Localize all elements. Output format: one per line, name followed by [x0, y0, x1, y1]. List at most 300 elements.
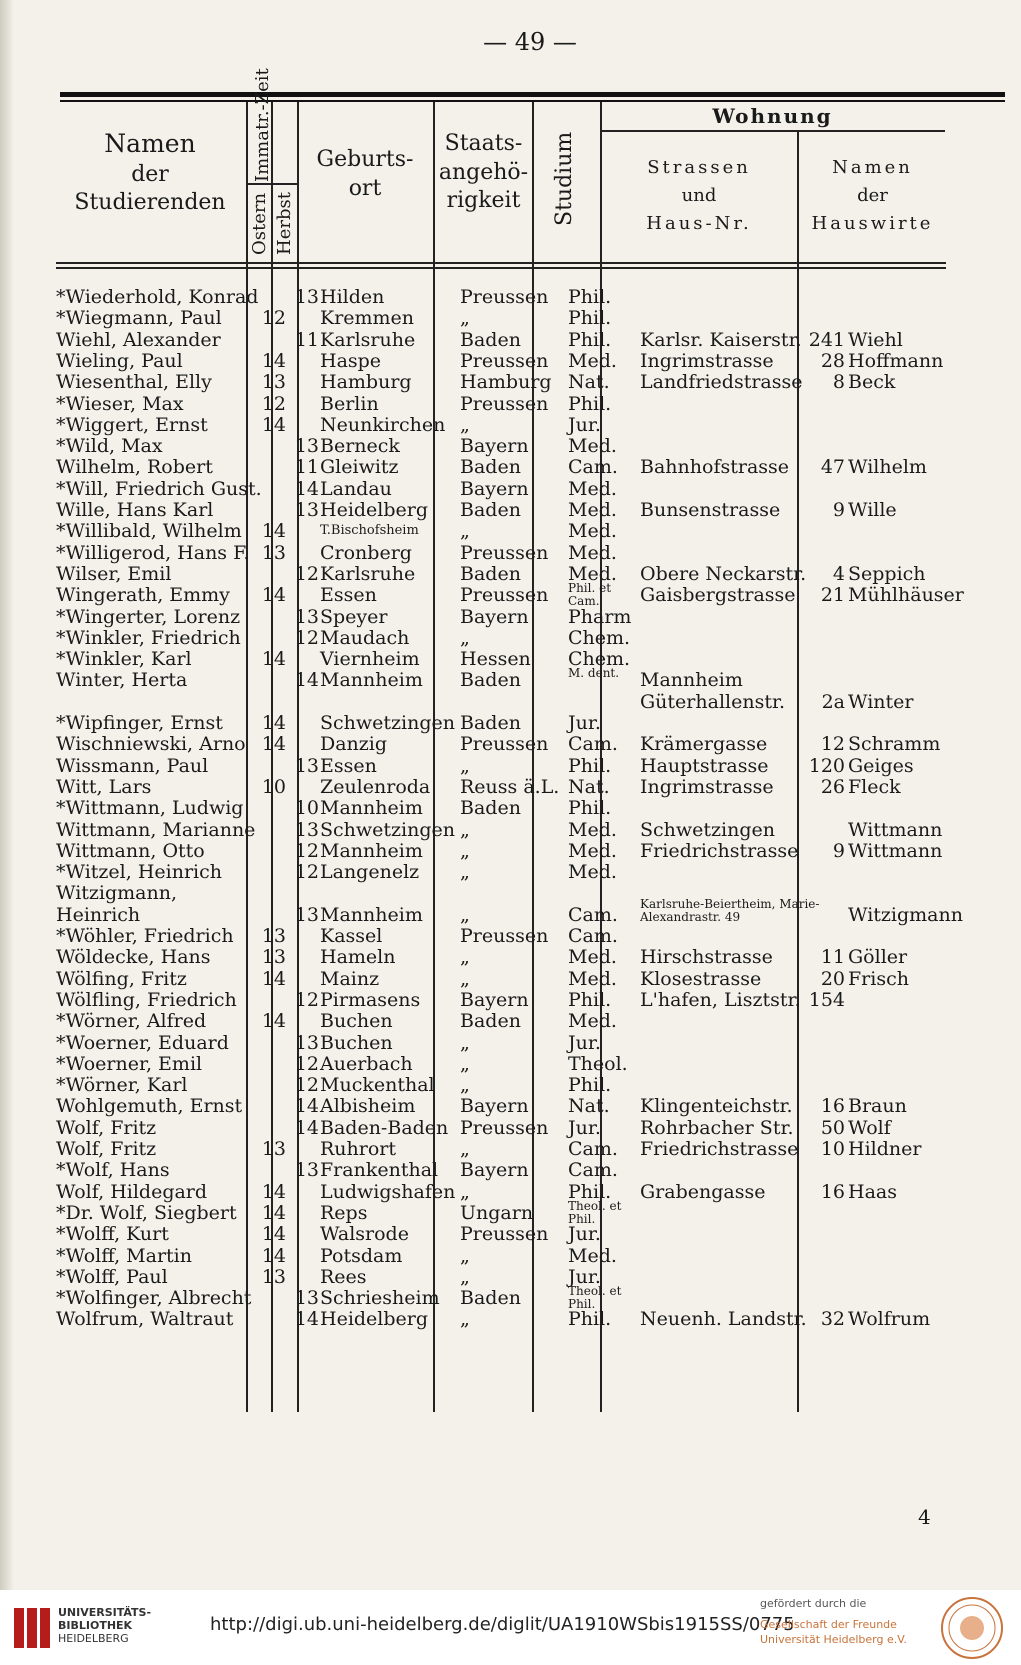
staat-cell: „	[460, 1052, 470, 1075]
library-logo-icon	[12, 1604, 52, 1652]
geburtsort-cell: Muckenthal	[320, 1074, 435, 1097]
ostern-cell: 13	[261, 541, 286, 564]
geburtsort-cell: Mannheim	[320, 669, 423, 692]
herbst-cell: 12	[294, 988, 319, 1011]
page-number: — 49 —	[483, 28, 577, 56]
staat-cell: Baden	[460, 456, 521, 479]
geburtsort-cell: Landau	[320, 477, 392, 500]
col-line-wirt	[797, 130, 799, 1412]
studium-cell: Cam.	[568, 925, 618, 947]
sponsor-line: gefördert durch die	[760, 1597, 867, 1610]
scan-edge	[0, 0, 14, 1665]
ostern-cell: 13	[261, 1265, 286, 1288]
geburtsort-cell: Karlsruhe	[320, 562, 416, 585]
staat-cell: Baden	[460, 797, 521, 820]
herbst-cell: 12	[294, 1052, 319, 1075]
header-staat	[436, 130, 531, 216]
name-cell: Wischniewski, Arno	[56, 733, 246, 756]
strasse-cell: Krämergasse	[640, 733, 768, 756]
herbst-cell: 12	[294, 562, 319, 585]
geburtsort-cell: Heidelberg	[320, 1308, 429, 1331]
staat-cell: Preussen	[460, 925, 549, 947]
header-strassen-2: und	[681, 184, 717, 206]
geburtsort-cell: Cronberg	[320, 541, 412, 564]
geburtsort-cell: Kassel	[320, 925, 383, 947]
name-cell: Wittmann, Otto	[56, 839, 205, 862]
header-herbst: Herbst	[274, 192, 295, 255]
library-name-2: BIBLIOTHEK	[58, 1619, 133, 1632]
hauswirt-cell: Wittmann	[848, 839, 943, 862]
studium-cell: Nat.	[568, 371, 610, 394]
header-wohnung: Wohnung	[712, 104, 833, 128]
hauswirt-cell: Haas	[848, 1180, 897, 1203]
studium-cell: Cam.	[568, 1159, 618, 1182]
studium-cell: Phil.	[568, 797, 612, 820]
hausnr-cell: 28	[820, 349, 845, 372]
ostern-cell: 12	[261, 307, 286, 330]
studium-cell: Med.	[568, 1244, 617, 1267]
herbst-cell: 13	[294, 818, 319, 841]
geburtsort-cell: Danzig	[320, 733, 388, 756]
geburtsort-cell: Baden-Baden	[320, 1116, 449, 1139]
hauswirt-cell: Winter	[848, 690, 914, 713]
hausnr-cell: 9	[832, 839, 845, 862]
herbst-cell: 13	[294, 754, 319, 777]
hausnr-cell: 11	[820, 946, 845, 969]
geburtsort-cell: Schriesheim	[320, 1287, 440, 1310]
geburtsort-cell: Frankenthal	[320, 1159, 439, 1182]
header-names	[60, 128, 240, 218]
hausnr-cell: 120	[808, 754, 845, 777]
geburtsort-cell: Speyer	[320, 605, 388, 628]
hauswirt-cell: Hoffmann	[848, 349, 944, 372]
studium-cell: Med.	[568, 541, 617, 564]
studium-cell: M. dent.	[568, 666, 620, 681]
name-cell: Wilhelm, Robert	[56, 456, 213, 479]
name-cell: *Wöhler, Friedrich	[56, 925, 234, 947]
hausnr-cell: 2a	[821, 690, 845, 713]
header-strassen	[603, 154, 795, 238]
strasse-cell: Ingrimstrasse	[640, 349, 774, 372]
name-cell: Wolf, Hildegard	[56, 1180, 208, 1203]
ostern-cell: 14	[261, 967, 286, 990]
name-cell: Wissmann, Paul	[56, 754, 209, 777]
studium-cell: Med.	[568, 967, 617, 990]
studium-cell: Theol. et Phil.	[568, 1198, 622, 1226]
herbst-cell: 13	[294, 286, 319, 308]
staat-cell: Preussen	[460, 286, 549, 308]
strasse-cell: Rohrbacher Str.	[640, 1116, 794, 1139]
staat-cell: Bayern	[460, 1095, 529, 1118]
sheet-number: 4	[918, 1505, 931, 1529]
header-hauswirte-1: Namen	[832, 157, 913, 178]
name-cell: Wiehl, Alexander	[56, 328, 221, 351]
name-cell: *Willigerod, Hans F.	[56, 541, 250, 564]
ostern-cell: 13	[261, 371, 286, 394]
geburtsort-cell: Mainz	[320, 967, 380, 990]
name-cell: Wöldecke, Hans	[56, 946, 211, 969]
studium-cell: Jur.	[568, 1265, 601, 1288]
hausnr-cell: 12	[820, 733, 845, 756]
studium-cell: Jur.	[568, 1116, 601, 1139]
geburtsort-cell: Ludwigshafen	[320, 1180, 456, 1203]
staat-cell: Bayern	[460, 477, 529, 500]
studium-cell: Jur.	[568, 712, 601, 734]
source-url[interactable]: http://digi.ub.uni-heidelberg.de/diglit/UA1910WSbis1915SS/0775	[210, 1614, 795, 1635]
staat-cell: „	[460, 1074, 470, 1097]
ostern-cell: 14	[261, 413, 286, 436]
name-cell: *Wolff, Martin	[56, 1244, 192, 1267]
name-cell: *Wipfinger, Ernst	[56, 712, 223, 734]
geburtsort-cell: Schwetzingen	[320, 818, 456, 841]
staat-cell: Preussen	[460, 1116, 549, 1139]
name-cell: Wolf, Fritz	[56, 1138, 157, 1160]
staat-cell: „	[460, 903, 470, 926]
sponsor-org-2: Universität Heidelberg e.V.	[760, 1633, 907, 1646]
name-cell: *Wörner, Karl	[56, 1074, 188, 1097]
staat-cell: „	[460, 818, 470, 841]
herbst-cell: 11	[294, 456, 319, 479]
staat-cell: „	[460, 1308, 470, 1331]
hauswirt-cell: Wille	[848, 499, 897, 521]
name-cell: *Woerner, Emil	[56, 1052, 203, 1075]
name-cell: Wolf, Fritz	[56, 1116, 157, 1139]
herbst-cell: 14	[294, 1095, 319, 1118]
header-rule-thick	[60, 92, 1005, 97]
staat-cell: Preussen	[460, 584, 549, 607]
hauswirt-cell: Göller	[848, 946, 908, 969]
header-hauswirte-2: der	[857, 184, 888, 206]
ostern-cell: 13	[261, 1138, 286, 1160]
staat-cell: „	[460, 626, 470, 649]
staat-cell: Bayern	[460, 605, 529, 628]
hauswirt-cell: Frisch	[848, 967, 909, 990]
hauswirt-cell: Wittmann	[848, 818, 943, 841]
name-cell: Wingerath, Emmy	[56, 584, 230, 607]
herbst-cell: 12	[294, 861, 319, 884]
geburtsort-cell: Maudach	[320, 626, 410, 649]
hauswirt-cell: Witzigmann	[848, 903, 963, 926]
hauswirt-cell: Beck	[848, 371, 896, 394]
header-staat-3: rigkeit	[446, 188, 521, 214]
strasse-cell: Bunsenstrasse	[640, 499, 781, 521]
ostern-cell: 14	[261, 1180, 286, 1203]
strasse-cell: Friedrichstrasse	[640, 839, 799, 862]
studium-cell: Med.	[568, 946, 617, 969]
staat-cell: „	[460, 967, 470, 990]
name-cell: *Winkler, Karl	[56, 648, 192, 671]
header-studium: Studium	[552, 131, 577, 226]
studium-cell: Phil.	[568, 1074, 612, 1097]
studium-cell: Jur.	[568, 1031, 601, 1054]
geburtsort-cell: Hamburg	[320, 371, 412, 394]
herbst-cell: 14	[294, 1116, 319, 1139]
sponsor	[760, 1596, 907, 1647]
name-cell: *Wiggert, Ernst	[56, 413, 208, 436]
herbst-cell: 13	[294, 1287, 319, 1310]
name-cell: *Wolff, Paul	[56, 1265, 168, 1288]
header-names-1: Namen	[104, 129, 196, 158]
hausnr-cell: 50	[820, 1116, 845, 1139]
hauswirt-cell: Braun	[848, 1095, 907, 1118]
header-staat-2: angehö-	[438, 159, 529, 185]
staat-cell: „	[460, 946, 470, 969]
staat-cell: Baden	[460, 1010, 521, 1033]
hauswirt-cell: Wiehl	[848, 328, 903, 351]
geburtsort-cell: Potsdam	[320, 1244, 403, 1267]
geburtsort-cell: Neunkirchen	[320, 413, 446, 436]
geburtsort-cell: Auerbach	[320, 1052, 413, 1075]
header-staat-1: Staats-	[444, 131, 523, 156]
hausnr-cell: 20	[820, 967, 845, 990]
geburtsort-cell: Schwetzingen	[320, 712, 456, 734]
name-cell: Wille, Hans Karl	[56, 499, 214, 521]
geburtsort-cell: Haspe	[320, 349, 382, 372]
strasse-cell: Schwetzingen	[640, 818, 776, 841]
hausnr-cell: 47	[820, 456, 845, 479]
footer	[0, 1590, 1021, 1665]
herbst-cell: 14	[294, 477, 319, 500]
herbst-cell: 10	[294, 797, 319, 820]
hauswirt-cell: Mühlhäuser	[848, 584, 964, 607]
staat-cell: Preussen	[460, 733, 549, 756]
ostern-cell: 14	[261, 584, 286, 607]
staat-cell: Preussen	[460, 541, 549, 564]
name-cell: *Wild, Max	[56, 435, 163, 458]
studium-cell: Phil.	[568, 392, 612, 415]
header-geburtsort-1: Geburts-	[316, 147, 414, 172]
ostern-cell: 14	[261, 733, 286, 756]
studium-cell: Cam.	[568, 733, 618, 756]
geburtsort-cell: Pirmasens	[320, 988, 421, 1011]
geburtsort-cell: Gleiwitz	[320, 456, 399, 479]
hauswirt-cell: Wolf	[848, 1116, 891, 1139]
header-bottom-rule	[56, 262, 946, 264]
studium-cell: Phil.	[568, 1308, 612, 1331]
studium-cell: Phil.	[568, 754, 612, 777]
name-cell: *Witzel, Heinrich	[56, 861, 222, 884]
sponsor-org-1: Gesellschaft der Freunde	[760, 1618, 897, 1631]
geburtsort-cell: Ruhrort	[320, 1138, 397, 1160]
studium-cell: Med.	[568, 562, 617, 585]
header-names-2: der	[131, 161, 169, 187]
herbst-cell: 13	[294, 1159, 319, 1182]
hauswirt-cell: Geiges	[848, 754, 914, 777]
name-cell: Winter, Herta	[56, 669, 188, 692]
header-hauswirte-3: Hauswirte	[811, 212, 934, 234]
library-name	[58, 1606, 151, 1645]
strasse-cell: Mannheim	[640, 669, 743, 692]
name-cell: *Dr. Wolf, Siegbert	[56, 1201, 237, 1224]
geburtsort-cell: Mannheim	[320, 797, 423, 820]
geburtsort-cell: Rees	[320, 1265, 367, 1288]
hausnr-cell: 4	[832, 562, 845, 585]
name-cell: *Wolfinger, Albrecht	[56, 1287, 252, 1310]
studium-cell: Nat.	[568, 775, 610, 798]
hausnr-cell: 154	[808, 988, 845, 1011]
hausnr-cell: 16	[820, 1180, 845, 1203]
studium-cell: Cam.	[568, 456, 618, 479]
studium-cell: Med.	[568, 499, 617, 521]
staat-cell: Bayern	[460, 1159, 529, 1182]
hauswirt-cell: Schramm	[848, 733, 941, 756]
geburtsort-cell: Kremmen	[320, 307, 415, 330]
staat-cell: „	[460, 307, 470, 330]
strasse-cell: Ingrimstrasse	[640, 775, 774, 798]
ostern-cell: 13	[261, 925, 286, 947]
name-cell: *Wolf, Hans	[56, 1159, 170, 1182]
immatr-divider	[246, 183, 297, 185]
herbst-cell: 13	[294, 499, 319, 521]
herbst-cell: 14	[294, 1308, 319, 1331]
hausnr-cell: 26	[820, 775, 845, 798]
geburtsort-cell: Buchen	[320, 1031, 393, 1054]
name-cell: Witt, Lars	[56, 775, 152, 798]
ostern-cell: 14	[261, 1223, 286, 1246]
hauswirt-cell: Fleck	[848, 775, 901, 798]
geburtsort-cell: Hameln	[320, 946, 396, 969]
studium-cell: Chem.	[568, 626, 631, 649]
hausnr-cell: 241	[808, 328, 845, 351]
ostern-cell: 13	[261, 946, 286, 969]
hausnr-cell: 10	[820, 1138, 845, 1160]
ostern-cell: 14	[261, 1201, 286, 1224]
name-cell: Witzigmann,	[56, 882, 178, 905]
studium-cell: Phil.	[568, 328, 612, 351]
strasse-cell: Landfriedstrasse	[640, 371, 803, 394]
geburtsort-cell: Zeulenroda	[320, 775, 431, 798]
studium-cell: Chem.	[568, 648, 631, 671]
geburtsort-cell: Mannheim	[320, 839, 423, 862]
herbst-cell: 13	[294, 605, 319, 628]
name-cell: Wiesenthal, Elly	[56, 371, 212, 394]
staat-cell: Hessen	[460, 648, 531, 671]
studium-cell: Phil.	[568, 307, 612, 330]
geburtsort-cell: Langenelz	[320, 861, 420, 884]
name-cell: Wieling, Paul	[56, 349, 183, 372]
hauswirt-cell: Wilhelm	[848, 456, 927, 479]
staat-cell: Baden	[460, 499, 521, 521]
strasse-cell: Hirschstrasse	[640, 946, 773, 969]
staat-cell: „	[460, 1244, 470, 1267]
strasse-cell: Karlsruhe-Beiertheim, Marie-Alexandrastr. 49	[640, 896, 820, 924]
staat-cell: Bayern	[460, 435, 529, 458]
name-cell: *Wolff, Kurt	[56, 1223, 169, 1246]
header-immatr: Immatr.-Zeit	[252, 68, 273, 182]
strasse-cell: Friedrichstrasse	[640, 1138, 799, 1160]
strasse-cell: Neuenh. Landstr.	[640, 1308, 807, 1331]
herbst-cell: 12	[294, 1074, 319, 1097]
hauswirt-cell: Wolfrum	[848, 1308, 931, 1331]
geburtsort-cell: T.Bischofsheim	[320, 523, 419, 539]
herbst-cell: 14	[294, 669, 319, 692]
studium-cell: Med.	[568, 839, 617, 862]
header-hauswirte	[800, 154, 945, 238]
studium-cell: Pharm	[568, 605, 632, 628]
header-ostern: Ostern	[249, 192, 270, 255]
geburtsort-cell: Walsrode	[320, 1223, 409, 1246]
name-cell: *Wingerter, Lorenz	[56, 605, 241, 628]
studium-cell: Med.	[568, 1010, 617, 1033]
hausnr-cell: 9	[832, 499, 845, 521]
strasse-cell: Güterhallenstr.	[640, 690, 785, 713]
hauswirt-cell: Seppich	[848, 562, 926, 585]
strasse-cell: Grabengasse	[640, 1180, 766, 1203]
header-geburtsort	[300, 146, 430, 203]
hausnr-cell: 16	[820, 1095, 845, 1118]
ostern-cell: 14	[261, 1010, 286, 1033]
header-bottom-rule2	[56, 267, 946, 269]
studium-cell: Phil.	[568, 988, 612, 1011]
strasse-cell: Hauptstrasse	[640, 754, 769, 777]
studium-cell: Med.	[568, 477, 617, 500]
name-cell: *Wiegmann, Paul	[56, 307, 222, 330]
studium-cell: Med.	[568, 349, 617, 372]
name-cell: *Will, Friedrich Gust.	[56, 477, 262, 500]
ostern-cell: 14	[261, 349, 286, 372]
hausnr-cell: 21	[820, 584, 845, 607]
strasse-cell: Klingenteichstr.	[640, 1095, 793, 1118]
name-cell: Heinrich	[56, 903, 141, 926]
staat-cell: „	[460, 1138, 470, 1160]
geburtsort-cell: Reps	[320, 1201, 368, 1224]
staat-cell: „	[460, 861, 470, 884]
name-cell: Wölfling, Friedrich	[56, 988, 237, 1011]
studium-cell: Phil.	[568, 286, 612, 308]
studium-cell: Med.	[568, 520, 617, 543]
staat-cell: Preussen	[460, 392, 549, 415]
name-cell: Wilser, Emil	[56, 562, 172, 585]
herbst-cell: 12	[294, 626, 319, 649]
staat-cell: Ungarn	[460, 1201, 534, 1224]
ostern-cell: 14	[261, 648, 286, 671]
herbst-cell: 13	[294, 1031, 319, 1054]
herbst-cell: 11	[294, 328, 319, 351]
strasse-cell: Karlsr. Kaiserstr.	[640, 328, 802, 351]
staat-cell: Preussen	[460, 1223, 549, 1246]
name-cell: *Willibald, Wilhelm	[56, 520, 242, 543]
library-name-1: UNIVERSITÄTS-	[58, 1606, 152, 1619]
geburtsort-cell: Essen	[320, 584, 377, 607]
strasse-cell: Bahnhofstrasse	[640, 456, 790, 479]
studium-cell: Jur.	[568, 413, 601, 436]
header-geburtsort-2: ort	[348, 175, 382, 201]
library-name-3: HEIDELBERG	[58, 1632, 129, 1645]
geburtsort-cell: Hilden	[320, 286, 385, 308]
university-seal-icon	[940, 1596, 1004, 1660]
studium-cell: Theol. et Phil.	[568, 1284, 622, 1312]
staat-cell: „	[460, 520, 470, 543]
hauswirt-cell: Hildner	[848, 1138, 922, 1160]
herbst-cell: 13	[294, 903, 319, 926]
geburtsort-cell: Viernheim	[320, 648, 420, 671]
studium-cell: Phil. et Cam.	[568, 581, 612, 609]
staat-cell: Preussen	[460, 349, 549, 372]
studium-cell: Cam.	[568, 903, 618, 926]
name-cell: *Wittmann, Ludwig	[56, 797, 244, 820]
studium-cell: Cam.	[568, 1138, 618, 1160]
ostern-cell: 14	[261, 712, 286, 734]
staat-cell: Baden	[460, 562, 521, 585]
studium-cell: Med.	[568, 861, 617, 884]
header-strassen-1: Strassen	[647, 157, 751, 178]
name-cell: Wohlgemuth, Ernst	[56, 1095, 243, 1118]
hausnr-cell: 32	[820, 1308, 845, 1331]
staat-cell: „	[460, 1031, 470, 1054]
header-names-3: Studierenden	[74, 190, 226, 216]
staat-cell: Baden	[460, 328, 521, 351]
ostern-cell: 12	[261, 392, 286, 415]
